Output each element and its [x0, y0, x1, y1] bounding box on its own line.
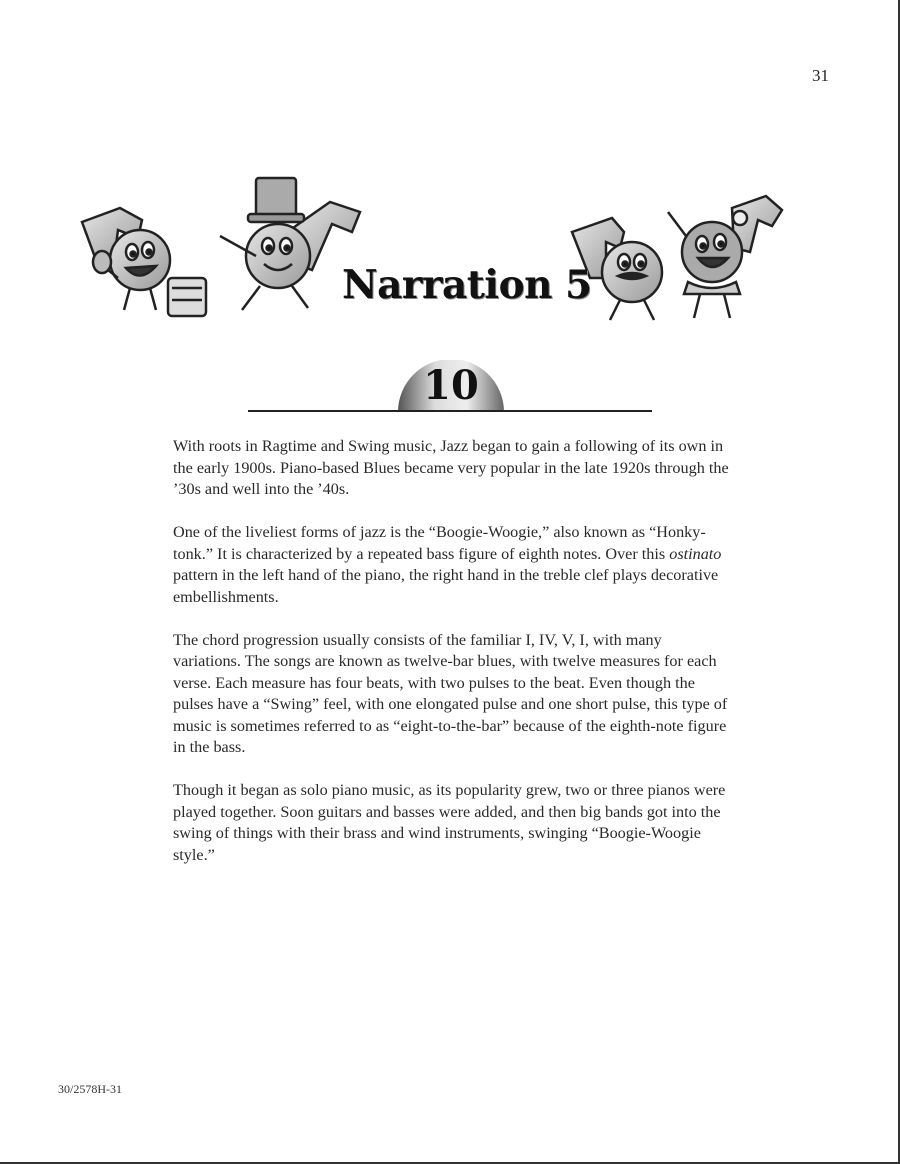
note-character-top-hat	[220, 178, 360, 310]
page-title: Narration 5	[342, 262, 592, 308]
page-number: 31	[812, 66, 829, 85]
paragraph-1: With roots in Ragtime and Swing music, Jazz began to gain a following of its own in the early 1900s. Piano-based Blues became very popular in the late 1920s through the ’30s and well into the ’40s.	[173, 437, 729, 498]
paragraph-4: Though it began as solo piano music, as its popularity grew, two or three pianos were played together. Soon guitars and basses were added, and then big bands got into the swing of things with their brass and wind instruments, swinging “Boogie-Woogie style.”	[173, 781, 726, 864]
narration-text	[173, 436, 733, 888]
paragraph-3: The chord progression usually consists of the familiar I, IV, V, I, with many variations. The songs are known as twelve-bar blues, with twelve measures for each verse. Each measure has four beats, with two pulses to the beat. Even though the pulses have a “Swing” feel, with one elongated pulse and one short pulse, this type of music is sometimes referred to as “eight-to-the-bar” because of the eighth-note figure in the bass.	[173, 630, 728, 756]
note-character-flower	[668, 196, 782, 318]
ostinato-term: ostinato	[669, 544, 722, 563]
title-divider	[248, 410, 652, 412]
note-character-drummer	[82, 208, 206, 316]
footer-catalog-code: 30/2578H-31	[58, 1082, 122, 1096]
track-number: 10	[423, 362, 479, 409]
music-note-characters-illustration	[60, 160, 820, 340]
paragraph-2: One of the liveliest forms of jazz is the “Boogie-Woogie,” also known as “Honky-tonk.” It is characterized by a repeated bass figure of eighth notes. Over this ostinato pattern in the left hand of the piano, the right hand in the treble clef plays decorative embellishments.	[173, 523, 722, 606]
